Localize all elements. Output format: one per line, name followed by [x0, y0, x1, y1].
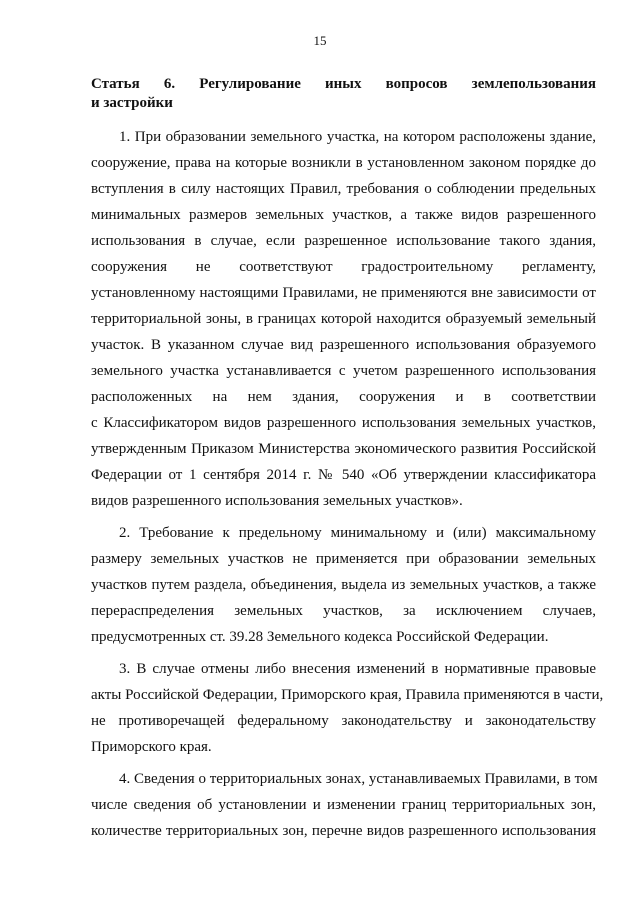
paragraph-line: участков путем раздела, объединения, выдела из земельных участков, а также — [91, 577, 596, 593]
paragraph-line: земельного участка устанавливается с учетом разрешенного использования — [91, 363, 596, 379]
paragraph-line: установленному настоящими Правилами, не применяются вне зависимости от — [91, 285, 596, 301]
paragraph-line: минимальных размеров земельных участков, а также видов разрешенного — [91, 207, 596, 223]
article-heading-line: и застройки — [91, 95, 173, 111]
paragraph-line: вступления в силу настоящих Правил, требования о соблюдении предельных — [91, 181, 596, 197]
paragraph-line: предусмотренных ст. 39.28 Земельного кодекса Российской Федерации. — [91, 629, 549, 645]
paragraph-line: утвержденным Приказом Министерства экономического развития Российской — [91, 441, 596, 457]
paragraph-line: с Классификатором видов разрешенного использования земельных участков, — [91, 415, 596, 431]
paragraph-line: участок. В указанном случае вид разрешенного использования образуемого — [91, 337, 596, 353]
paragraph-line: расположенных на нем здания, сооружения и в соответствии — [91, 389, 596, 405]
paragraph-line: сооружения не соответствуют градостроительному регламенту, — [91, 259, 596, 275]
paragraph-3 — [91, 656, 604, 760]
paragraph-1 — [91, 124, 596, 514]
paragraph-line: не противоречащей федеральному законодательству и законодательству — [91, 713, 596, 729]
page-number: 15 — [313, 33, 327, 48]
paragraph-line: 4. Сведения о территориальных зонах, устанавливаемых Правилами, в том — [119, 771, 598, 787]
paragraph-line: 1. При образовании земельного участка, на котором расположены здание, — [119, 129, 596, 145]
paragraph-line: размеру земельных участков не применяется при образовании земельных — [91, 551, 596, 567]
article-heading — [91, 75, 596, 113]
paragraph-line: числе сведения об установлении и изменении границ территориальных зон, — [91, 797, 596, 813]
paragraph-4 — [91, 766, 596, 844]
paragraph-line: перераспределения земельных участков, за исключением случаев, — [91, 603, 596, 619]
paragraph-line: акты Российской Федерации, Приморского края, Правила применяются в части, — [91, 687, 604, 703]
paragraph-line: Приморского края. — [91, 739, 212, 755]
paragraph-line: территориальной зоны, в границах которой находится образуемый земельный — [91, 311, 596, 327]
paragraph-line: видов разрешенного использования земельных участков». — [91, 493, 463, 509]
article-body — [91, 124, 604, 844]
paragraph-line: 3. В случае отмены либо внесения изменений в нормативные правовые — [119, 661, 596, 677]
paragraph-line: использования в случае, если разрешенное использование такого здания, — [91, 233, 596, 249]
paragraph-line: сооружение, права на которые возникли в установленном законом порядке до — [91, 155, 596, 171]
paragraph-2 — [91, 520, 596, 650]
paragraph-line: Федерации от 1 сентября 2014 г. № 540 «Об утверждении классификатора — [91, 467, 596, 483]
paragraph-line: 2. Требование к предельному минимальному и (или) максимальному — [119, 525, 596, 541]
article-heading-line: Статья 6. Регулирование иных вопросов землепользования — [91, 76, 596, 92]
paragraph-line: количестве территориальных зон, перечне видов разрешенного использования — [91, 823, 596, 839]
